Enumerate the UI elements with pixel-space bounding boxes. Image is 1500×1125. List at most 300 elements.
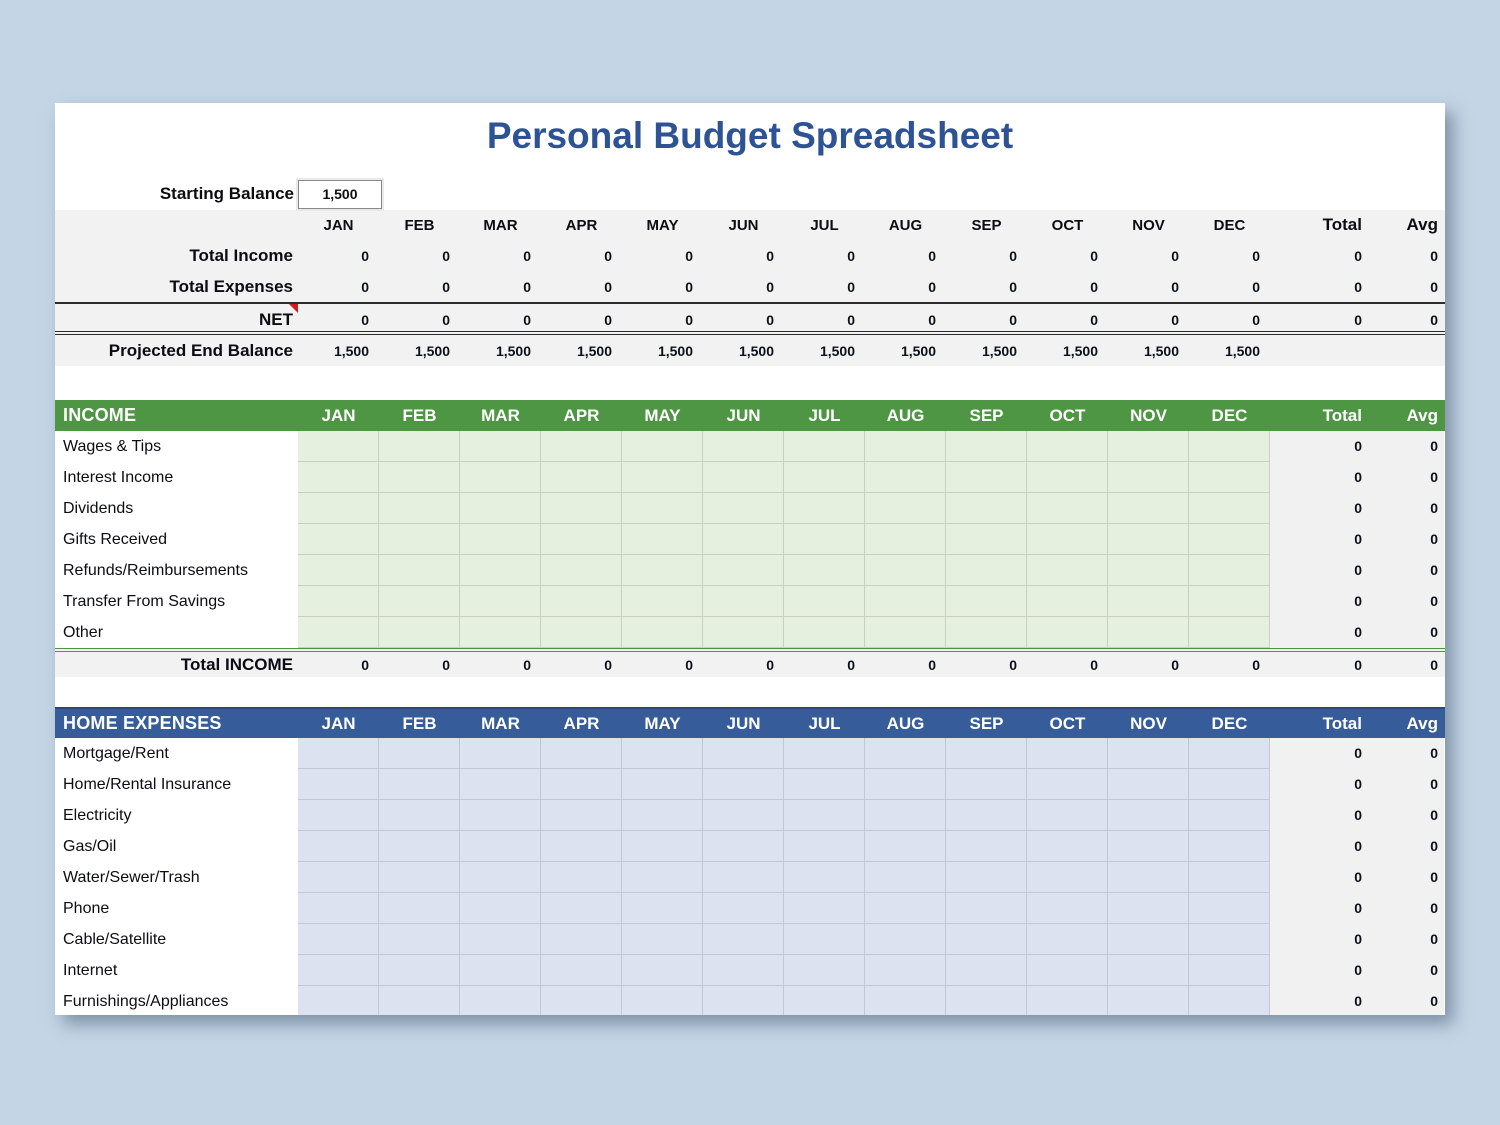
data-entry-cell[interactable]	[460, 431, 541, 462]
row-total-cell: 0	[1270, 524, 1370, 555]
summary-value-cell: 0	[766, 311, 774, 328]
month-header-cell: AUG	[888, 216, 923, 234]
data-entry-cell[interactable]	[946, 893, 1027, 924]
data-entry-cell[interactable]	[784, 431, 865, 462]
home-expenses-header-label: HOME EXPENSES	[63, 713, 222, 733]
data-entry-cell[interactable]	[1189, 893, 1270, 924]
data-entry-cell[interactable]	[865, 769, 946, 800]
expense-row	[55, 738, 1445, 769]
data-entry-cell[interactable]	[865, 431, 946, 462]
data-entry-cell[interactable]	[541, 617, 622, 648]
data-entry-cell[interactable]	[703, 986, 784, 1015]
data-entry-cell[interactable]	[1108, 862, 1189, 893]
projected-value-cell: 1,500	[576, 342, 612, 359]
summary-avg-cell: 0	[1430, 247, 1438, 264]
month-header-cell: DEC	[1213, 216, 1246, 234]
data-entry-cell[interactable]	[1027, 555, 1108, 586]
data-entry-cell[interactable]	[541, 431, 622, 462]
projected-value-cell: 1,500	[1224, 342, 1260, 359]
starting-balance-input[interactable]: 1,500	[298, 180, 382, 209]
summary-total-cell: 0	[1354, 247, 1362, 264]
data-entry-cell[interactable]	[946, 524, 1027, 555]
data-entry-cell[interactable]	[622, 738, 703, 769]
data-entry-cell[interactable]	[622, 462, 703, 493]
data-entry-cell[interactable]	[622, 617, 703, 648]
data-entry-cell[interactable]	[865, 493, 946, 524]
data-entry-cell[interactable]	[865, 955, 946, 986]
data-entry-cell[interactable]	[865, 586, 946, 617]
data-entry-cell[interactable]	[379, 617, 460, 648]
data-entry-cell[interactable]	[865, 462, 946, 493]
month-header-cell: JUL	[808, 713, 841, 733]
expense-row	[55, 924, 1445, 955]
data-entry-cell[interactable]	[1189, 524, 1270, 555]
data-entry-cell[interactable]	[865, 617, 946, 648]
data-entry-cell[interactable]	[541, 769, 622, 800]
data-entry-cell[interactable]	[784, 738, 865, 769]
month-header-cell: MAR	[483, 216, 518, 234]
income-row	[55, 555, 1445, 586]
data-entry-cell[interactable]	[1027, 524, 1108, 555]
income-row	[55, 524, 1445, 555]
data-entry-cell[interactable]	[379, 586, 460, 617]
month-header-cell: SEP	[969, 405, 1004, 425]
data-entry-cell[interactable]	[784, 831, 865, 862]
data-entry-cell[interactable]	[946, 769, 1027, 800]
summary-rows	[55, 240, 1445, 335]
data-entry-cell[interactable]	[703, 831, 784, 862]
month-header-cell: SEP	[969, 713, 1004, 733]
projected-value-cell: 1,500	[1062, 342, 1098, 359]
data-entry-cell[interactable]	[622, 986, 703, 1015]
data-entry-cell[interactable]	[865, 862, 946, 893]
data-entry-cell[interactable]	[541, 955, 622, 986]
data-entry-cell[interactable]	[460, 831, 541, 862]
summary-band	[55, 210, 1445, 366]
data-entry-cell[interactable]	[1189, 831, 1270, 862]
total-income-row	[55, 648, 1445, 677]
row-total-cell: 0	[1270, 986, 1370, 1015]
row-avg-cell: 0	[1370, 831, 1444, 862]
summary-value-cell: 0	[766, 247, 774, 264]
summary-month-header-row	[55, 210, 1445, 240]
starting-balance-row	[55, 178, 1445, 210]
data-entry-cell[interactable]	[379, 862, 460, 893]
row-total-cell: 0	[1270, 955, 1370, 986]
data-entry-cell[interactable]	[379, 462, 460, 493]
data-entry-cell[interactable]	[541, 555, 622, 586]
data-entry-cell[interactable]	[298, 462, 379, 493]
data-entry-cell[interactable]	[946, 800, 1027, 831]
data-entry-cell[interactable]	[541, 862, 622, 893]
data-entry-cell[interactable]	[460, 617, 541, 648]
data-entry-cell[interactable]	[298, 617, 379, 648]
data-entry-cell[interactable]	[865, 555, 946, 586]
data-entry-cell[interactable]	[379, 955, 460, 986]
data-entry-cell[interactable]	[865, 831, 946, 862]
data-entry-cell[interactable]	[1027, 586, 1108, 617]
data-entry-cell[interactable]	[622, 431, 703, 462]
data-entry-cell[interactable]	[946, 493, 1027, 524]
month-header-cell: MAY	[644, 713, 681, 733]
total-column-header: Total	[1322, 405, 1362, 425]
data-entry-cell[interactable]	[784, 769, 865, 800]
data-entry-cell[interactable]	[946, 431, 1027, 462]
data-entry-cell[interactable]	[1108, 893, 1189, 924]
data-entry-cell[interactable]	[946, 986, 1027, 1015]
data-entry-cell[interactable]	[622, 862, 703, 893]
data-entry-cell[interactable]	[703, 617, 784, 648]
data-entry-cell[interactable]	[1027, 738, 1108, 769]
data-entry-cell[interactable]	[1189, 738, 1270, 769]
month-header-cell: MAR	[481, 405, 520, 425]
data-entry-cell[interactable]	[460, 462, 541, 493]
data-entry-cell[interactable]	[379, 493, 460, 524]
row-label: Cable/Satellite	[63, 930, 167, 948]
row-avg-cell: 0	[1370, 955, 1444, 986]
summary-total-cell: 0	[1354, 278, 1362, 295]
data-entry-cell[interactable]	[784, 986, 865, 1015]
data-entry-cell[interactable]	[703, 493, 784, 524]
data-entry-cell[interactable]	[379, 738, 460, 769]
row-avg-cell: 0	[1370, 738, 1444, 769]
data-entry-cell[interactable]	[1027, 831, 1108, 862]
data-entry-cell[interactable]	[703, 524, 784, 555]
data-entry-cell[interactable]	[1108, 586, 1189, 617]
data-entry-cell[interactable]	[703, 862, 784, 893]
data-entry-cell[interactable]	[865, 986, 946, 1015]
data-entry-cell[interactable]	[784, 924, 865, 955]
month-header-cell: JUL	[810, 216, 839, 234]
data-entry-cell[interactable]	[1027, 924, 1108, 955]
data-entry-cell[interactable]	[1189, 800, 1270, 831]
section-gap	[55, 366, 1445, 400]
data-entry-cell[interactable]	[541, 986, 622, 1015]
data-entry-cell[interactable]	[946, 586, 1027, 617]
data-entry-cell[interactable]	[1189, 555, 1270, 586]
row-label: Gas/Oil	[63, 837, 117, 855]
data-entry-cell[interactable]	[1189, 862, 1270, 893]
data-entry-cell[interactable]	[865, 524, 946, 555]
data-entry-cell[interactable]	[379, 986, 460, 1015]
expense-row	[55, 893, 1445, 924]
data-entry-cell[interactable]	[1108, 738, 1189, 769]
data-entry-cell[interactable]	[784, 617, 865, 648]
income-header-label: INCOME	[63, 405, 137, 425]
row-total-cell: 0	[1270, 769, 1370, 800]
data-entry-cell[interactable]	[865, 800, 946, 831]
data-entry-cell[interactable]	[1108, 955, 1189, 986]
month-header-cell: APR	[563, 405, 600, 425]
data-entry-cell[interactable]	[784, 524, 865, 555]
data-entry-cell[interactable]	[703, 738, 784, 769]
total-column-header: Total	[1322, 713, 1362, 733]
summary-value-cell: 0	[604, 311, 612, 328]
row-label: Furnishings/Appliances	[63, 992, 229, 1010]
data-entry-cell[interactable]	[622, 769, 703, 800]
data-entry-cell[interactable]	[541, 462, 622, 493]
data-entry-cell[interactable]	[460, 800, 541, 831]
data-entry-cell[interactable]	[379, 555, 460, 586]
row-total-cell: 0	[1270, 831, 1370, 862]
total-income-value-cell: 0	[847, 656, 855, 673]
summary-value-cell: 0	[1171, 278, 1179, 295]
data-entry-cell[interactable]	[460, 893, 541, 924]
expense-row	[55, 862, 1445, 893]
data-entry-cell[interactable]	[1108, 493, 1189, 524]
summary-value-cell: 0	[442, 278, 450, 295]
data-entry-cell[interactable]	[1108, 800, 1189, 831]
data-entry-cell[interactable]	[379, 893, 460, 924]
data-entry-cell[interactable]	[1108, 462, 1189, 493]
net-row-label: NET	[55, 304, 298, 335]
data-entry-cell[interactable]	[460, 738, 541, 769]
starting-balance-label: Starting Balance	[159, 184, 294, 203]
row-avg-cell: 0	[1370, 893, 1444, 924]
data-entry-cell[interactable]	[379, 800, 460, 831]
data-entry-cell[interactable]	[622, 831, 703, 862]
row-label: Mortgage/Rent	[63, 744, 169, 762]
data-entry-cell[interactable]	[541, 893, 622, 924]
data-entry-cell[interactable]	[1189, 493, 1270, 524]
data-entry-cell[interactable]	[1108, 769, 1189, 800]
data-entry-cell[interactable]	[460, 986, 541, 1015]
data-entry-cell[interactable]	[946, 738, 1027, 769]
data-entry-cell[interactable]	[298, 524, 379, 555]
data-entry-cell[interactable]	[1189, 617, 1270, 648]
data-entry-cell[interactable]	[703, 462, 784, 493]
month-header-cell: MAR	[481, 713, 520, 733]
data-entry-cell[interactable]	[1027, 862, 1108, 893]
data-entry-cell[interactable]	[784, 493, 865, 524]
summary-value-cell: 0	[604, 247, 612, 264]
page-title: Personal Budget Spreadsheet	[486, 115, 1014, 156]
data-entry-cell[interactable]	[1189, 924, 1270, 955]
data-entry-cell[interactable]	[298, 555, 379, 586]
data-entry-cell[interactable]	[784, 893, 865, 924]
row-total-cell: 0	[1270, 462, 1370, 493]
projected-end-balance-row	[55, 335, 1445, 366]
data-entry-cell[interactable]	[703, 769, 784, 800]
projected-value-cell: 1,500	[981, 342, 1017, 359]
data-entry-cell[interactable]	[541, 738, 622, 769]
data-entry-cell[interactable]	[1027, 431, 1108, 462]
data-entry-cell[interactable]	[703, 586, 784, 617]
title-block	[55, 103, 1445, 178]
row-total-cell: 0	[1270, 555, 1370, 586]
data-entry-cell[interactable]	[1108, 986, 1189, 1015]
data-entry-cell[interactable]	[379, 524, 460, 555]
month-header-cell: JUL	[808, 405, 841, 425]
data-entry-cell[interactable]	[865, 924, 946, 955]
projected-value-cell: 1,500	[819, 342, 855, 359]
summary-value-cell: 0	[928, 311, 936, 328]
row-label: Home/Rental Insurance	[63, 775, 232, 793]
data-entry-cell[interactable]	[298, 955, 379, 986]
data-entry-cell[interactable]	[784, 586, 865, 617]
data-entry-cell[interactable]	[298, 769, 379, 800]
row-label: Water/Sewer/Trash	[63, 868, 200, 886]
data-entry-cell[interactable]	[622, 555, 703, 586]
summary-value-cell: 0	[928, 278, 936, 295]
data-entry-cell[interactable]	[622, 924, 703, 955]
summary-value-cell: 0	[1009, 247, 1017, 264]
data-entry-cell[interactable]	[784, 800, 865, 831]
data-entry-cell[interactable]	[298, 831, 379, 862]
data-entry-cell[interactable]	[298, 862, 379, 893]
summary-value-cell: 0	[523, 311, 531, 328]
data-entry-cell[interactable]	[1108, 617, 1189, 648]
month-header-cell: JAN	[323, 216, 354, 234]
data-entry-cell[interactable]	[1027, 462, 1108, 493]
data-entry-cell[interactable]	[1108, 924, 1189, 955]
data-entry-cell[interactable]	[865, 893, 946, 924]
projected-end-balance-label: Projected End Balance	[108, 340, 293, 360]
data-entry-cell[interactable]	[1189, 986, 1270, 1015]
data-entry-cell[interactable]	[865, 738, 946, 769]
data-entry-cell[interactable]	[784, 462, 865, 493]
data-entry-cell[interactable]	[460, 586, 541, 617]
data-entry-cell[interactable]	[703, 893, 784, 924]
data-entry-cell[interactable]	[946, 924, 1027, 955]
expense-row	[55, 986, 1445, 1015]
data-entry-cell[interactable]	[541, 800, 622, 831]
data-entry-cell[interactable]	[622, 586, 703, 617]
income-row	[55, 617, 1445, 648]
row-avg-cell: 0	[1370, 493, 1444, 524]
data-entry-cell[interactable]	[946, 862, 1027, 893]
summary-value-cell: 0	[1171, 247, 1179, 264]
data-entry-cell[interactable]	[703, 800, 784, 831]
summary-value-cell: 0	[1090, 278, 1098, 295]
data-entry-cell[interactable]	[298, 586, 379, 617]
data-entry-cell[interactable]	[298, 924, 379, 955]
data-entry-cell[interactable]	[541, 493, 622, 524]
data-entry-cell[interactable]	[703, 431, 784, 462]
data-entry-cell[interactable]	[1189, 462, 1270, 493]
data-entry-cell[interactable]	[703, 555, 784, 586]
data-entry-cell[interactable]	[541, 524, 622, 555]
data-entry-cell[interactable]	[1189, 955, 1270, 986]
data-entry-cell[interactable]	[1108, 831, 1189, 862]
data-entry-cell[interactable]	[703, 955, 784, 986]
row-avg-cell: 0	[1370, 986, 1444, 1015]
row-avg-cell: 0	[1370, 586, 1444, 617]
row-avg-cell: 0	[1370, 617, 1444, 648]
data-entry-cell[interactable]	[298, 986, 379, 1015]
data-entry-cell[interactable]	[1108, 524, 1189, 555]
total-income-label: Total INCOME	[180, 654, 293, 674]
data-entry-cell[interactable]	[298, 738, 379, 769]
summary-value-cell: 0	[361, 278, 369, 295]
data-entry-cell[interactable]	[298, 800, 379, 831]
data-entry-cell[interactable]	[379, 831, 460, 862]
row-avg-cell: 0	[1370, 431, 1444, 462]
data-entry-cell[interactable]	[379, 924, 460, 955]
month-header-cell: OCT	[1051, 216, 1084, 234]
data-entry-cell[interactable]	[1027, 800, 1108, 831]
data-entry-cell[interactable]	[622, 493, 703, 524]
data-entry-cell[interactable]	[1027, 617, 1108, 648]
data-entry-cell[interactable]	[1189, 431, 1270, 462]
data-entry-cell[interactable]	[460, 493, 541, 524]
data-entry-cell[interactable]	[1027, 955, 1108, 986]
data-entry-cell[interactable]	[298, 893, 379, 924]
data-entry-cell[interactable]	[946, 555, 1027, 586]
month-header-cell: OCT	[1049, 713, 1086, 733]
data-entry-cell[interactable]	[946, 462, 1027, 493]
month-header-cell: JAN	[321, 713, 356, 733]
summary-avg-cell: 0	[1430, 311, 1438, 328]
comment-indicator-icon	[289, 304, 298, 313]
data-entry-cell[interactable]	[298, 431, 379, 462]
row-avg-cell: 0	[1370, 462, 1444, 493]
data-entry-cell[interactable]	[622, 800, 703, 831]
data-entry-cell[interactable]	[460, 769, 541, 800]
data-entry-cell[interactable]	[460, 955, 541, 986]
row-total-cell: 0	[1270, 893, 1370, 924]
data-entry-cell[interactable]	[622, 893, 703, 924]
income-row	[55, 586, 1445, 617]
data-entry-cell[interactable]	[541, 924, 622, 955]
data-entry-cell[interactable]	[784, 862, 865, 893]
data-entry-cell[interactable]	[1027, 493, 1108, 524]
data-entry-cell[interactable]	[1189, 769, 1270, 800]
data-entry-cell[interactable]	[784, 555, 865, 586]
data-entry-cell[interactable]	[298, 493, 379, 524]
data-entry-cell[interactable]	[379, 431, 460, 462]
data-entry-cell[interactable]	[946, 617, 1027, 648]
month-header-cell: FEB	[404, 216, 435, 234]
month-header-cell: MAY	[646, 216, 679, 234]
data-entry-cell[interactable]	[1027, 893, 1108, 924]
data-entry-cell[interactable]	[622, 524, 703, 555]
data-entry-cell[interactable]	[1108, 555, 1189, 586]
data-entry-cell[interactable]	[460, 524, 541, 555]
data-entry-cell[interactable]	[703, 924, 784, 955]
projected-value-cell: 1,500	[900, 342, 936, 359]
data-entry-cell[interactable]	[460, 924, 541, 955]
row-total-cell: 0	[1270, 431, 1370, 462]
month-header-cell: JUN	[726, 713, 761, 733]
data-entry-cell[interactable]	[541, 831, 622, 862]
summary-value-cell: 0	[847, 278, 855, 295]
summary-value-cell: 0	[1009, 278, 1017, 295]
data-entry-cell[interactable]	[460, 862, 541, 893]
data-entry-cell[interactable]	[622, 955, 703, 986]
summary-value-cell: 0	[523, 247, 531, 264]
data-entry-cell[interactable]	[1189, 586, 1270, 617]
data-entry-cell[interactable]	[541, 586, 622, 617]
data-entry-cell[interactable]	[946, 955, 1027, 986]
data-entry-cell[interactable]	[1027, 769, 1108, 800]
data-entry-cell[interactable]	[1108, 431, 1189, 462]
row-avg-cell: 0	[1370, 524, 1444, 555]
income-row	[55, 493, 1445, 524]
data-entry-cell[interactable]	[946, 831, 1027, 862]
data-entry-cell[interactable]	[379, 769, 460, 800]
month-header-cell: MAY	[644, 405, 681, 425]
data-entry-cell[interactable]	[1027, 986, 1108, 1015]
summary-row	[55, 240, 1445, 271]
row-label: Interest Income	[63, 468, 174, 486]
summary-value-cell: 0	[847, 311, 855, 328]
total-income-avg-cell: 0	[1430, 656, 1438, 673]
total-income-value-cell: 0	[523, 656, 531, 673]
data-entry-cell[interactable]	[784, 955, 865, 986]
data-entry-cell[interactable]	[460, 555, 541, 586]
income-row	[55, 462, 1445, 493]
